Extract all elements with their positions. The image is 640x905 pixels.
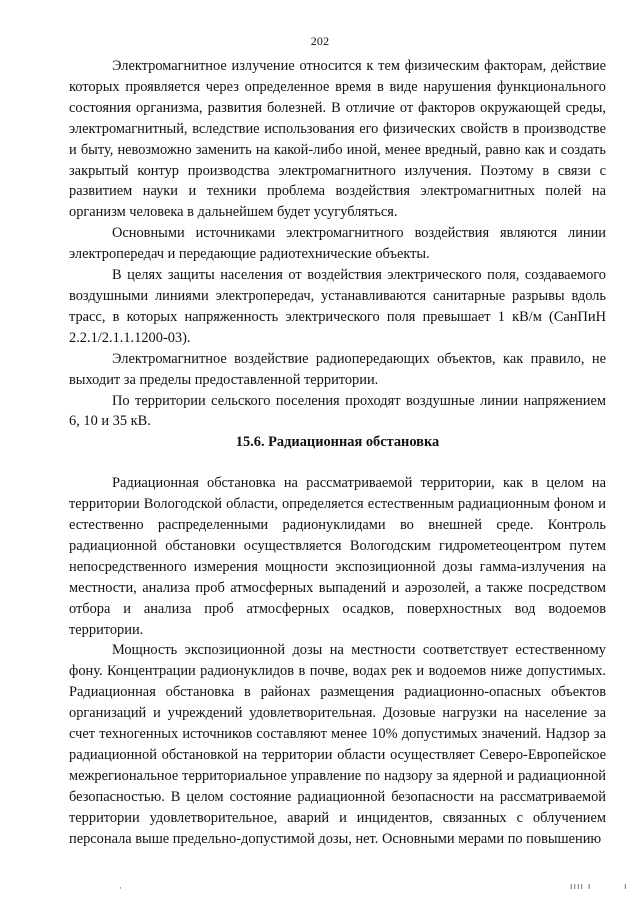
paragraph-radio-objects: Электромагнитное воздействие радиопередающих объектов, как правило, не выходит за пределы предоставленной территории. <box>69 350 606 388</box>
paragraph-dose-rate: Мощность экспозиционной дозы на местности соответствует естественному фону. Концентрации радионуклидов в почве, водах рек и водоемов ниже допустимых. Радиационная обстановка в районах размещения радиационно-опасных объектов организаций и учреждений удовлетворительная. Дозовые нагрузки на население за счет техногенных источников составляют менее 10% допустимых значений. Надзор за радиационной обстановкой на территории области осуществляет Северо-Европейское межрегиональное территориальное управление по надзору за ядерной и радиационной безопасностью. В целом состояние радиационной безопасности на рассматриваемой территории удовлетворительное, аварий и инцидентов, связанных с облучением персонала выше предельно-допустимой дозы, нет. Основными мерами по повышению <box>69 642 606 847</box>
paragraph-em-radiation-intro: Электромагнитное излучение относится к тем физическим факторам, действие которых проявляется через определенное время в виде нарушения функционального состояния организма, развития болезней. В отличие от факторов окружающей среды, электромагнитный, вследствие использования его физических свойств в производстве и быту, невозможно заменить на какой-либо иной, менее вредный, равно как и создать закрытый контур производства электромагнитного излучения. Поэтому в связи с развитием науки и техники проблема воздействия электромагнитных полей на организм человека в дальнейшем будет усугубляться. <box>69 58 606 221</box>
paragraph-radiation-situation: Радиационная обстановка на рассматриваемой территории, как в целом на территории Вологодской области, определяется естественным радиационным фоном и естественно распределенными радионуклидами во внешней среде. Контроль радиационной обстановки осуществляется Вологодским гидрометеоцентром путем непосредственного измерения мощности экспозиционной дозы гамма-излучения на местности, анализа проб атмосферных выпадений и аэрозолей, а также посредством отбора и анализа проб атмосферных осадков, поверхностных вод водоемов территории. <box>69 475 606 638</box>
paragraph-power-lines: По территории сельского поселения проходят воздушные линии напряжением 6, 10 и 35 кВ. <box>69 392 606 430</box>
paragraph-em-sources: Основными источниками электромагнитного воздействия являются линии электропередач и передающие радиотехнические объекты. <box>69 225 606 263</box>
footer-mark-right: ıııı ı <box>570 882 592 892</box>
section-heading: 15.6. Радиационная обстановка <box>235 434 440 451</box>
paragraph-sanitary-gaps: В целях защиты населения от воздействия электрического поля, создаваемого воздушными линиями электропередач, устанавливаются санитарные разрывы вдоль трасс, в которых напряженность электрического поля превышает 1 кВ/м (СанПиН 2.2.1/2.1.1.1200-03). <box>69 267 606 346</box>
page-number: 202 <box>310 34 330 48</box>
page-content <box>69 56 606 850</box>
footer-mark-left: · <box>119 884 123 894</box>
footer-mark-far-right: ı <box>624 882 628 892</box>
